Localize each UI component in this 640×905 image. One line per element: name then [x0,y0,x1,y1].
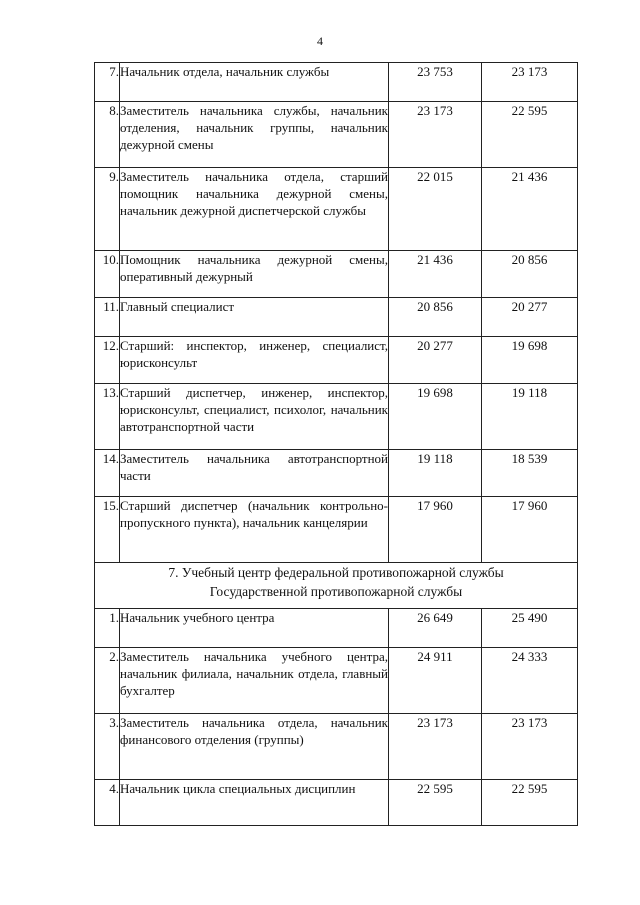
salary-value-1: 17 960 [389,497,482,563]
salary-value-2: 19 118 [482,384,578,450]
position-name: Заместитель начальника отдела, старший помощник начальника дежурной смены, начальник дежурной диспетчерской службы [120,168,389,251]
table-row [95,251,578,298]
page-number: 4 [317,34,323,48]
table-row [95,648,578,714]
position-name: Начальник отдела, начальник службы [120,63,389,102]
salary-value-2: 24 333 [482,648,578,714]
table-row [95,450,578,497]
row-number: 11. [95,298,120,337]
salary-value-2: 19 698 [482,337,578,384]
salary-value-1: 23 173 [389,102,482,168]
salary-value-1: 20 856 [389,298,482,337]
salary-table [94,62,578,826]
position-name: Заместитель начальника отдела, начальник финансового отделения (группы) [120,714,389,780]
position-name: Заместитель начальника учебного центра, начальник филиала, начальник отдела, главный бухгалтер [120,648,389,714]
row-number: 3. [95,714,120,780]
row-number: 9. [95,168,120,251]
salary-value-2: 23 173 [482,63,578,102]
row-number: 15. [95,497,120,563]
section-title-line-2: Государственной противопожарной службы [209,584,463,599]
position-name: Старший диспетчер (начальник контрольно-пропускного пункта), начальник канцелярии [120,497,389,563]
position-name: Старший: инспектор, инженер, специалист, юрисконсульт [120,337,389,384]
table-row [95,337,578,384]
position-name: Начальник цикла специальных дисциплин [120,780,389,826]
position-name: Заместитель начальника службы, начальник отделения, начальник группы, начальник дежурной смены [120,102,389,168]
salary-value-2: 18 539 [482,450,578,497]
position-name: Заместитель начальника автотранспортной части [120,450,389,497]
section-title [95,563,578,609]
section-title-line-1: 7. Учебный центр федеральной противопожарной службы [168,565,504,580]
section-header-row [95,563,578,609]
salary-value-1: 26 649 [389,609,482,648]
position-name: Помощник начальника дежурной смены, оперативный дежурный [120,251,389,298]
row-number: 1. [95,609,120,648]
row-number: 4. [95,780,120,826]
position-name: Главный специалист [120,298,389,337]
salary-value-2: 22 595 [482,780,578,826]
table-row [95,497,578,563]
row-number: 12. [95,337,120,384]
salary-value-2: 17 960 [482,497,578,563]
table-row [95,384,578,450]
salary-value-2: 22 595 [482,102,578,168]
position-name: Начальник учебного центра [120,609,389,648]
salary-value-1: 24 911 [389,648,482,714]
row-number: 14. [95,450,120,497]
salary-value-1: 22 015 [389,168,482,251]
table-row [95,102,578,168]
table-row [95,63,578,102]
salary-value-2: 21 436 [482,168,578,251]
table-row [95,780,578,826]
row-number: 10. [95,251,120,298]
table-row [95,609,578,648]
salary-value-1: 19 698 [389,384,482,450]
salary-value-1: 19 118 [389,450,482,497]
salary-value-2: 23 173 [482,714,578,780]
row-number: 13. [95,384,120,450]
salary-value-2: 25 490 [482,609,578,648]
table-row [95,168,578,251]
row-number: 2. [95,648,120,714]
salary-value-1: 21 436 [389,251,482,298]
position-name: Старший диспетчер, инженер, инспектор, юрисконсульт, специалист, психолог, начальник автотранспортной части [120,384,389,450]
row-number: 8. [95,102,120,168]
salary-value-1: 22 595 [389,780,482,826]
row-number: 7. [95,63,120,102]
salary-value-2: 20 277 [482,298,578,337]
salary-value-2: 20 856 [482,251,578,298]
salary-value-1: 20 277 [389,337,482,384]
table-row [95,298,578,337]
table-row [95,714,578,780]
salary-value-1: 23 753 [389,63,482,102]
salary-value-1: 23 173 [389,714,482,780]
